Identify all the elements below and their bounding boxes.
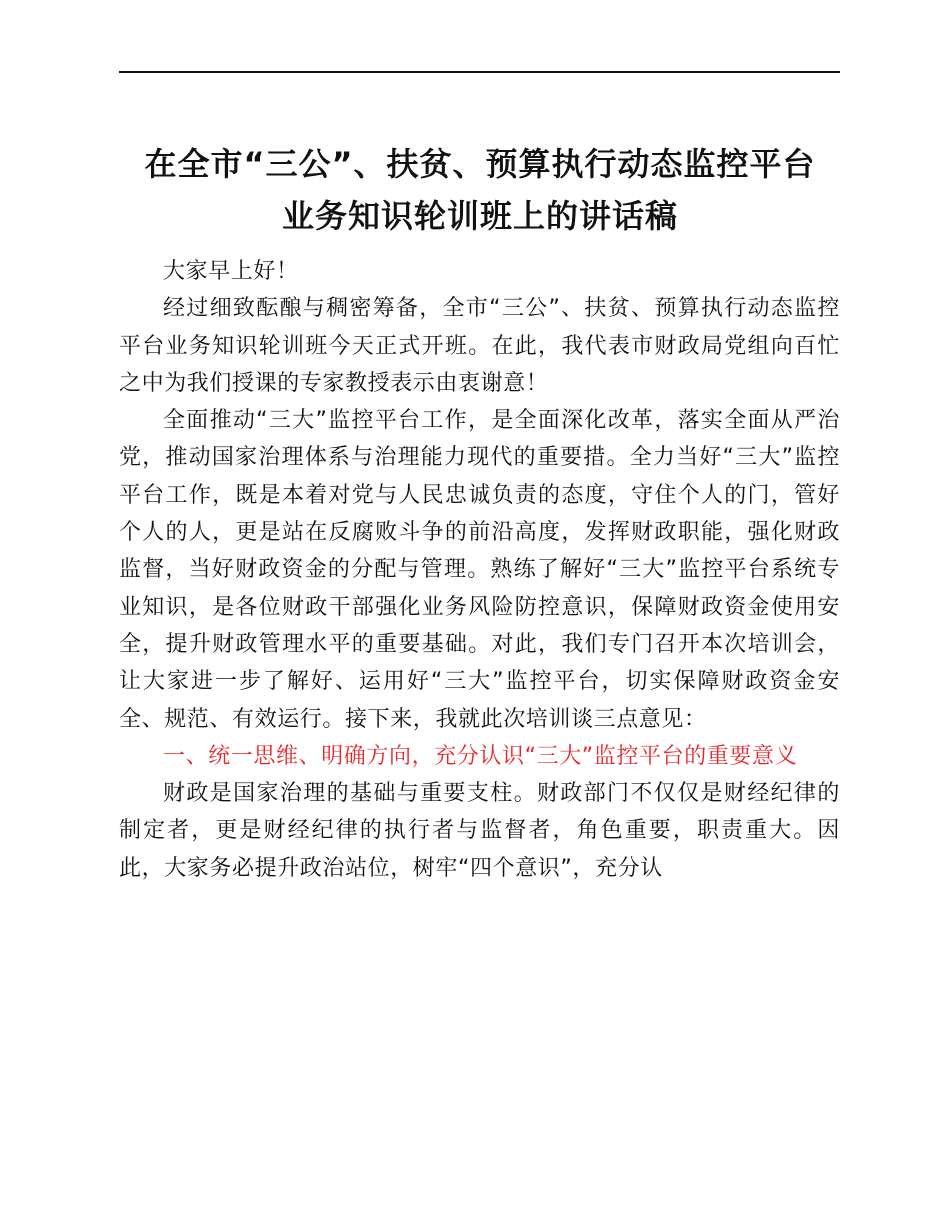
header-rule [119, 71, 840, 73]
document-title [110, 138, 850, 242]
opening-paragraph: 经过细致酝酿与稠密筹备，全市“三公”、扶贫、预算执行动态监控平台业务知识轮训班今天正式开班。在此，我代表市财政局党组向百忙之中为我们授课的专家教授表示由衷谢意！ [119, 296, 840, 396]
title-line-1: 在全市“三公”、扶贫、预算执行动态监控平台 [144, 145, 816, 183]
intro-paragraph: 全面推动“三大”监控平台工作，是全面深化改革，落实全面从严治党，推动国家治理体系与治理能力现代的重要措。全力当好“三大”监控平台工作，既是本着对党与人民忠诚负责的态度，守住个人的门，管好个人的人，更是站在反腐败斗争的前沿高度，发挥财政职能，强化财政监督，当好财政资金的分配与管理。熟练了解好“三大”监控平台系统专业知识，是各位财政干部强化业务风险防控意识，保障财政资金使用安全，提升财政管理水平的重要基础。对此，我们专门召开本次培训会，让大家进一步了解好、运用好“三大”监控平台，切实保障财政资金安全、规范、有效运行。接下来，我就此次培训谈三点意见： [119, 408, 840, 732]
greeting-paragraph: 大家早上好！ [163, 259, 299, 284]
document-body [119, 253, 840, 887]
section-paragraph: 财政是国家治理的基础与重要支柱。财政部门不仅仅是财经纪律的制定者，更是财经纪律的执行者与监督者，角色重要，职责重大。因此，大家务必提升政治站位，树牢“四个意识”，充分认 [119, 781, 840, 881]
title-line-2: 业务知识轮训班上的讲话稿 [281, 197, 678, 235]
section-heading: 一、统一思维、明确方向，充分认识“三大”监控平台的重要意义 [163, 743, 798, 769]
